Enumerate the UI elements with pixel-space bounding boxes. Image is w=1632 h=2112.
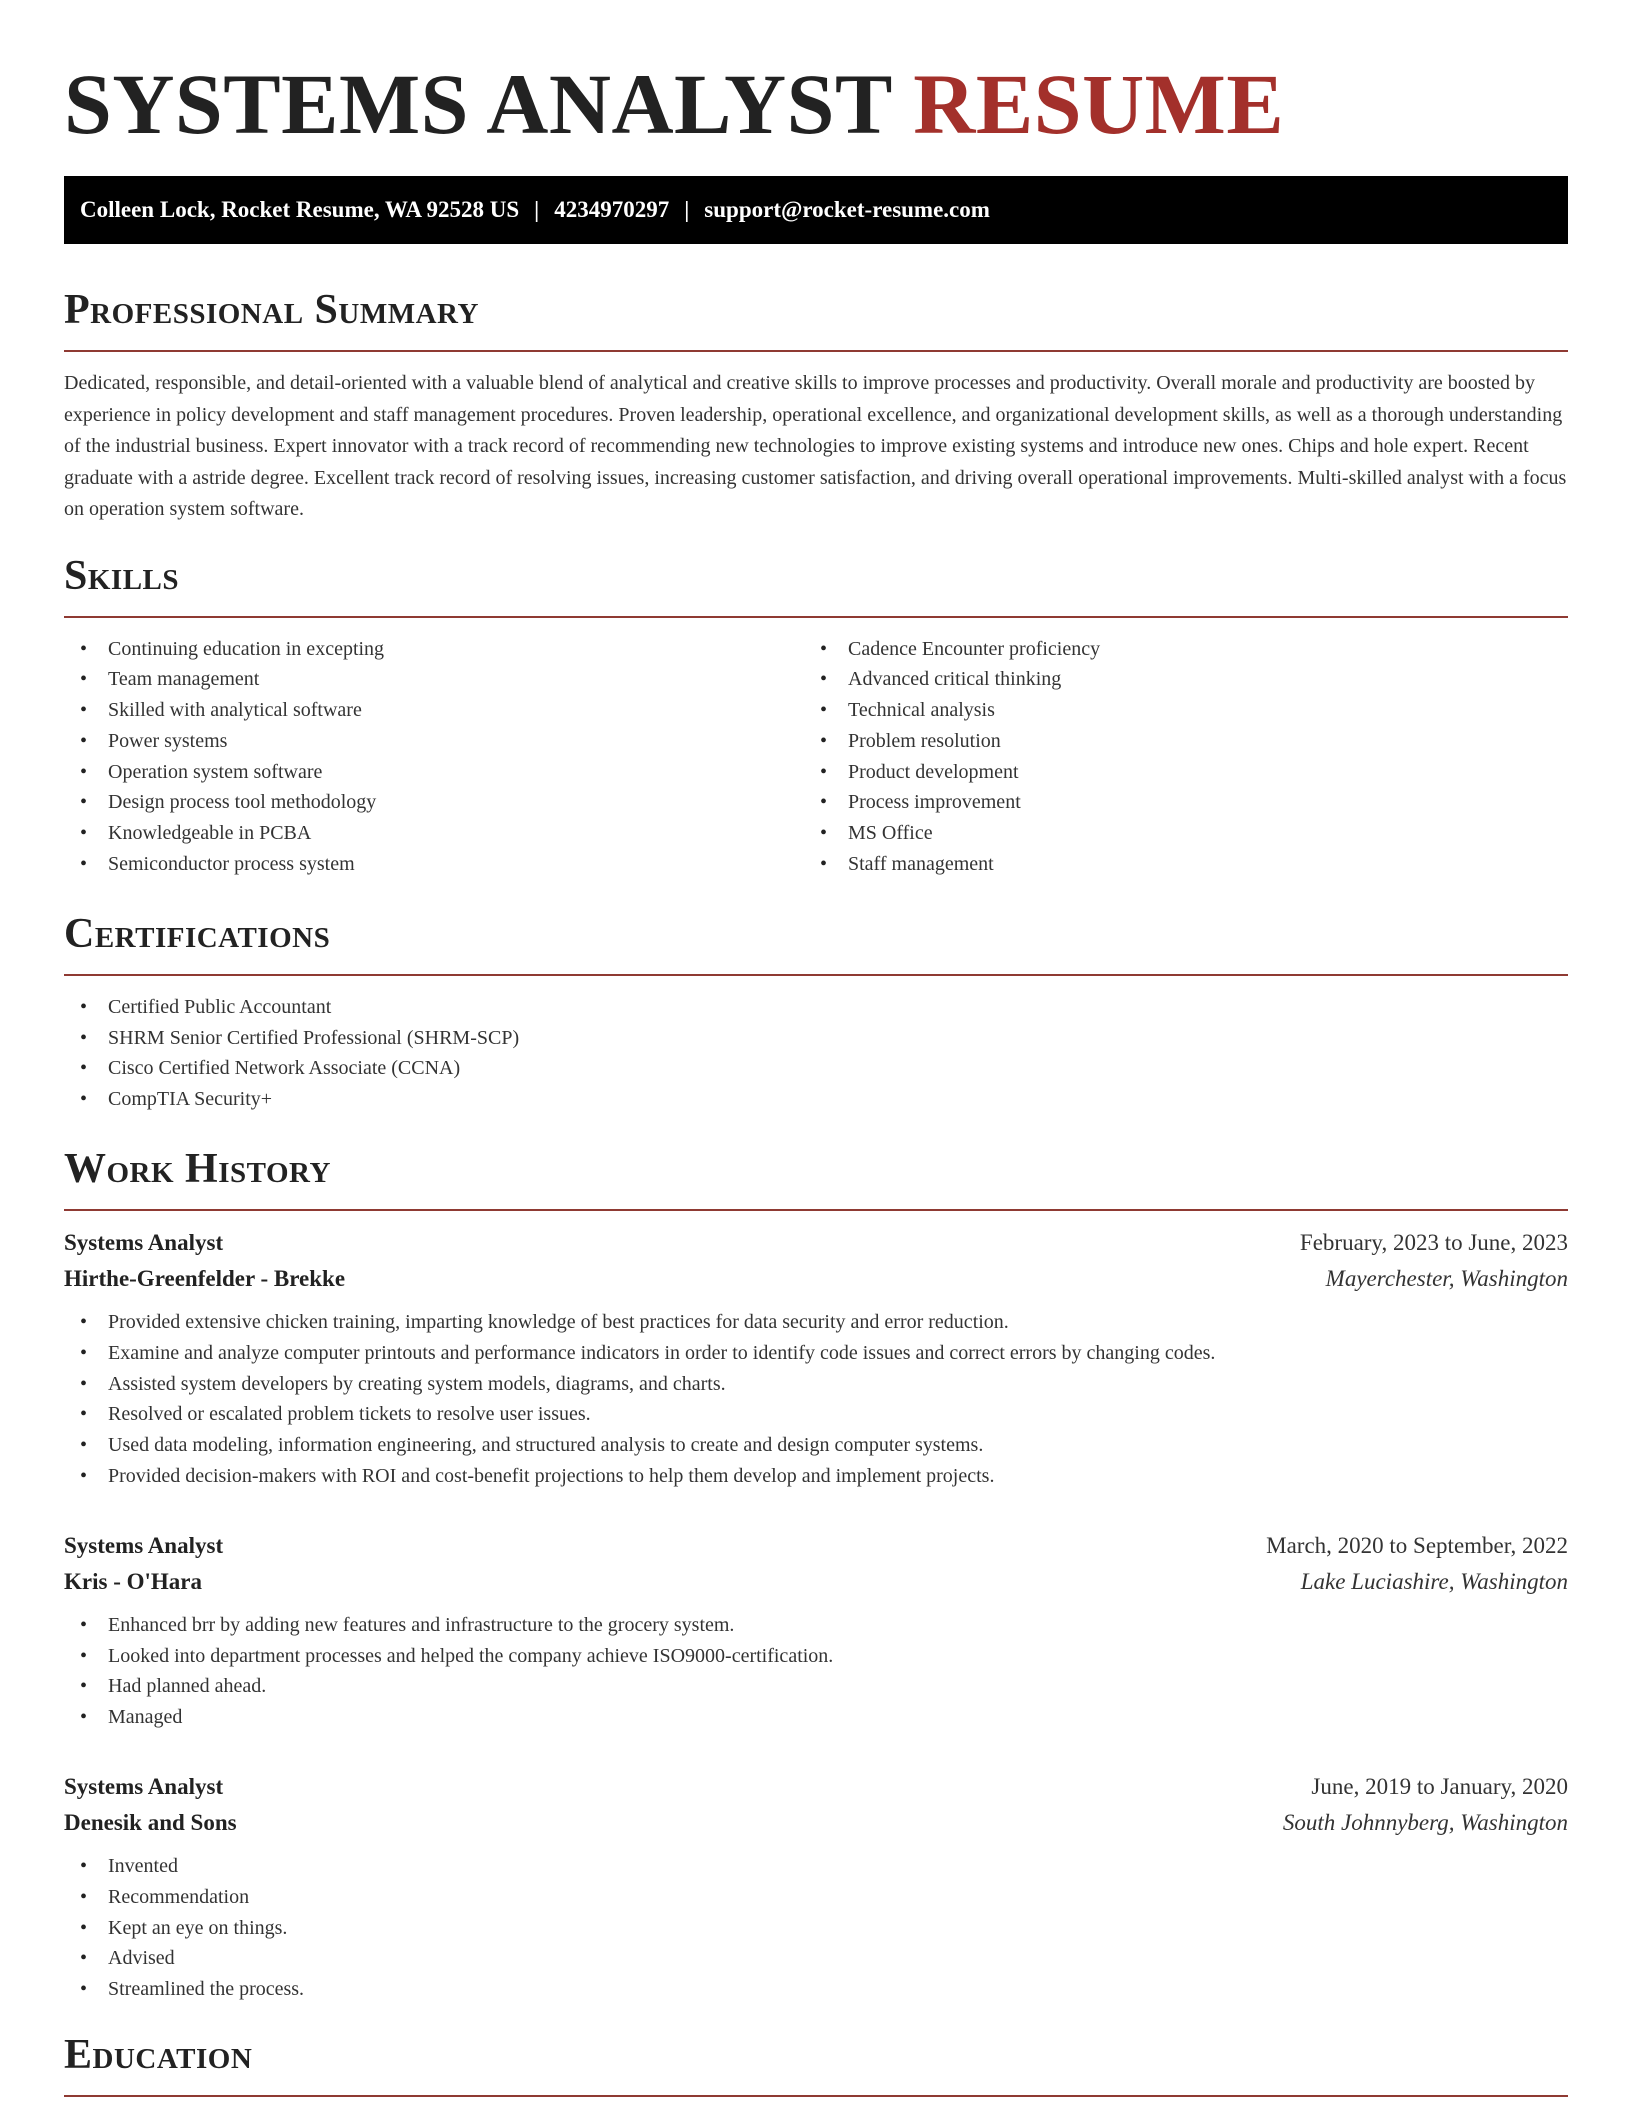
- skill-item: • Power systems: [64, 726, 804, 757]
- work-history-section: [64, 1145, 1568, 2005]
- title-main: SYSTEMS ANALYST: [64, 56, 892, 152]
- job-company-row: [64, 1564, 1568, 1600]
- job-bullet: • Had planned ahead.: [64, 1671, 1568, 1702]
- job-location: Mayerchester, Washington: [1325, 1266, 1568, 1292]
- skill-item: • Knowledgeable in PCBA: [64, 818, 804, 849]
- job-company-row: [64, 1805, 1568, 1841]
- skill-item: • Continuing education in excepting: [64, 634, 804, 665]
- education-heading: Education: [64, 2032, 253, 2079]
- skills-heading: Skills: [64, 552, 180, 599]
- job-bullet: • Managed: [64, 1702, 1568, 1733]
- section-divider: [64, 2095, 1568, 2097]
- education-section: [64, 2031, 1568, 2097]
- job-title: Systems Analyst: [64, 1532, 224, 1558]
- job-bullet: • Advised: [64, 1943, 1568, 1974]
- job-entry: [64, 1769, 1568, 2005]
- skill-item: • Cadence Encounter proficiency: [804, 634, 1544, 665]
- job-bullet: • Assisted system developers by creating system models, diagrams, and charts.: [64, 1369, 1568, 1400]
- resume-title: [64, 0, 1568, 176]
- section-divider: [64, 1209, 1568, 1211]
- job-company: Denesik and Sons: [64, 1810, 237, 1836]
- section-divider: [64, 616, 1568, 618]
- job-entry: [64, 1528, 1568, 1733]
- skill-item: • Staff management: [804, 849, 1544, 880]
- job-dates: June, 2019 to January, 2020: [1311, 1774, 1568, 1800]
- skills-grid: [64, 634, 1568, 880]
- job-bullet: • Recommendation: [64, 1882, 1568, 1913]
- job-bullet: • Provided decision-makers with ROI and cost-benefit projections to help them develop and implement projects.: [64, 1461, 1568, 1492]
- job-company: Kris - O'Hara: [64, 1568, 202, 1594]
- skill-item: • Process improvement: [804, 787, 1544, 818]
- skill-item: • Problem resolution: [804, 726, 1544, 757]
- skill-item: • Semiconductor process system: [64, 849, 804, 880]
- job-dates: March, 2020 to September, 2022: [1266, 1532, 1568, 1558]
- skill-item: • Product development: [804, 757, 1544, 788]
- job-bullets: [64, 1307, 1568, 1492]
- contact-bar: [64, 176, 1568, 244]
- job-bullet: • Enhanced brr by adding new features and infrastructure to the grocery system.: [64, 1610, 1568, 1641]
- skill-item: • Operation system software: [64, 757, 804, 788]
- job-bullet: • Streamlined the process.: [64, 1974, 1568, 2005]
- skill-item: • Technical analysis: [804, 695, 1544, 726]
- certification-item: • Cisco Certified Network Associate (CCNA): [64, 1053, 1568, 1084]
- summary-heading: Professional Summary: [64, 287, 479, 333]
- certifications-section: [64, 910, 1568, 1115]
- job-company: Hirthe-Greenfelder - Brekke: [64, 1266, 346, 1292]
- certifications-list: [64, 992, 1568, 1115]
- title-accent: RESUME: [913, 56, 1285, 152]
- certification-item: • CompTIA Security+: [64, 1084, 1568, 1115]
- job-bullet: • Resolved or escalated problem tickets to resolve user issues.: [64, 1399, 1568, 1430]
- job-location: Lake Luciashire, Washington: [1300, 1568, 1568, 1594]
- job-entry: [64, 1225, 1568, 1492]
- job-bullet: • Invented: [64, 1851, 1568, 1882]
- section-divider: [64, 974, 1568, 976]
- job-header-row: [64, 1225, 1568, 1261]
- job-title: Systems Analyst: [64, 1774, 224, 1800]
- skill-item: • MS Office: [804, 818, 1544, 849]
- certification-item: • Certified Public Accountant: [64, 992, 1568, 1023]
- job-bullet: • Looked into department processes and helped the company achieve ISO9000-certification.: [64, 1641, 1568, 1672]
- summary-section: [64, 286, 1568, 526]
- job-header-row: [64, 1769, 1568, 1805]
- skill-item: • Design process tool methodology: [64, 787, 804, 818]
- work-history-heading: Work History: [64, 1146, 331, 1193]
- contact-separator: |: [534, 197, 540, 222]
- skill-item: • Advanced critical thinking: [804, 664, 1544, 695]
- skill-item: • Skilled with analytical software: [64, 695, 804, 726]
- certifications-heading: Certifications: [64, 910, 331, 957]
- contact-name-address: Colleen Lock, Rocket Resume, WA 92528 US: [80, 197, 520, 222]
- job-bullets: [64, 1610, 1568, 1733]
- section-divider: [64, 350, 1568, 352]
- contact-email: support@rocket-resume.com: [704, 197, 990, 222]
- summary-text: Dedicated, responsible, and detail-oriented with a valuable blend of analytical and creative skills to improve processes and productivity. Overall morale and productivity are boosted by experience in policy development and staff management procedures. Proven leadership, operational excellence, and organizational development skills, as well as a thorough understanding of the industrial business. Expert innovator with a track record of recommending new technologies to improve existing systems and introduce new ones. Chips and hole expert. Recent graduate with a astride degree. Excellent track record of resolving issues, increasing customer satisfaction, and driving overall operational improvements. Multi-skilled analyst with a focus on operation system software.: [64, 372, 1567, 520]
- contact-phone: 4234970297: [554, 197, 670, 222]
- certification-item: • SHRM Senior Certified Professional (SHRM-SCP): [64, 1023, 1568, 1054]
- job-header-row: [64, 1528, 1568, 1564]
- job-bullet: • Examine and analyze computer printouts and performance indicators in order to identify code issues and correct errors by changing codes.: [64, 1338, 1568, 1369]
- job-company-row: [64, 1261, 1568, 1297]
- skills-list-left: [64, 634, 804, 880]
- job-bullets: [64, 1851, 1568, 2005]
- job-bullet: • Kept an eye on things.: [64, 1913, 1568, 1944]
- job-bullet: • Used data modeling, information engineering, and structured analysis to create and design computer systems.: [64, 1430, 1568, 1461]
- job-dates: February, 2023 to June, 2023: [1299, 1230, 1568, 1256]
- job-location: South Johnnyberg, Washington: [1282, 1810, 1568, 1836]
- skills-section: [64, 552, 1568, 880]
- job-title: Systems Analyst: [64, 1230, 224, 1256]
- job-bullet: • Provided extensive chicken training, imparting knowledge of best practices for data security and error reduction.: [64, 1307, 1568, 1338]
- skill-item: • Team management: [64, 664, 804, 695]
- contact-separator: |: [684, 197, 690, 222]
- skills-list-right: [804, 634, 1544, 880]
